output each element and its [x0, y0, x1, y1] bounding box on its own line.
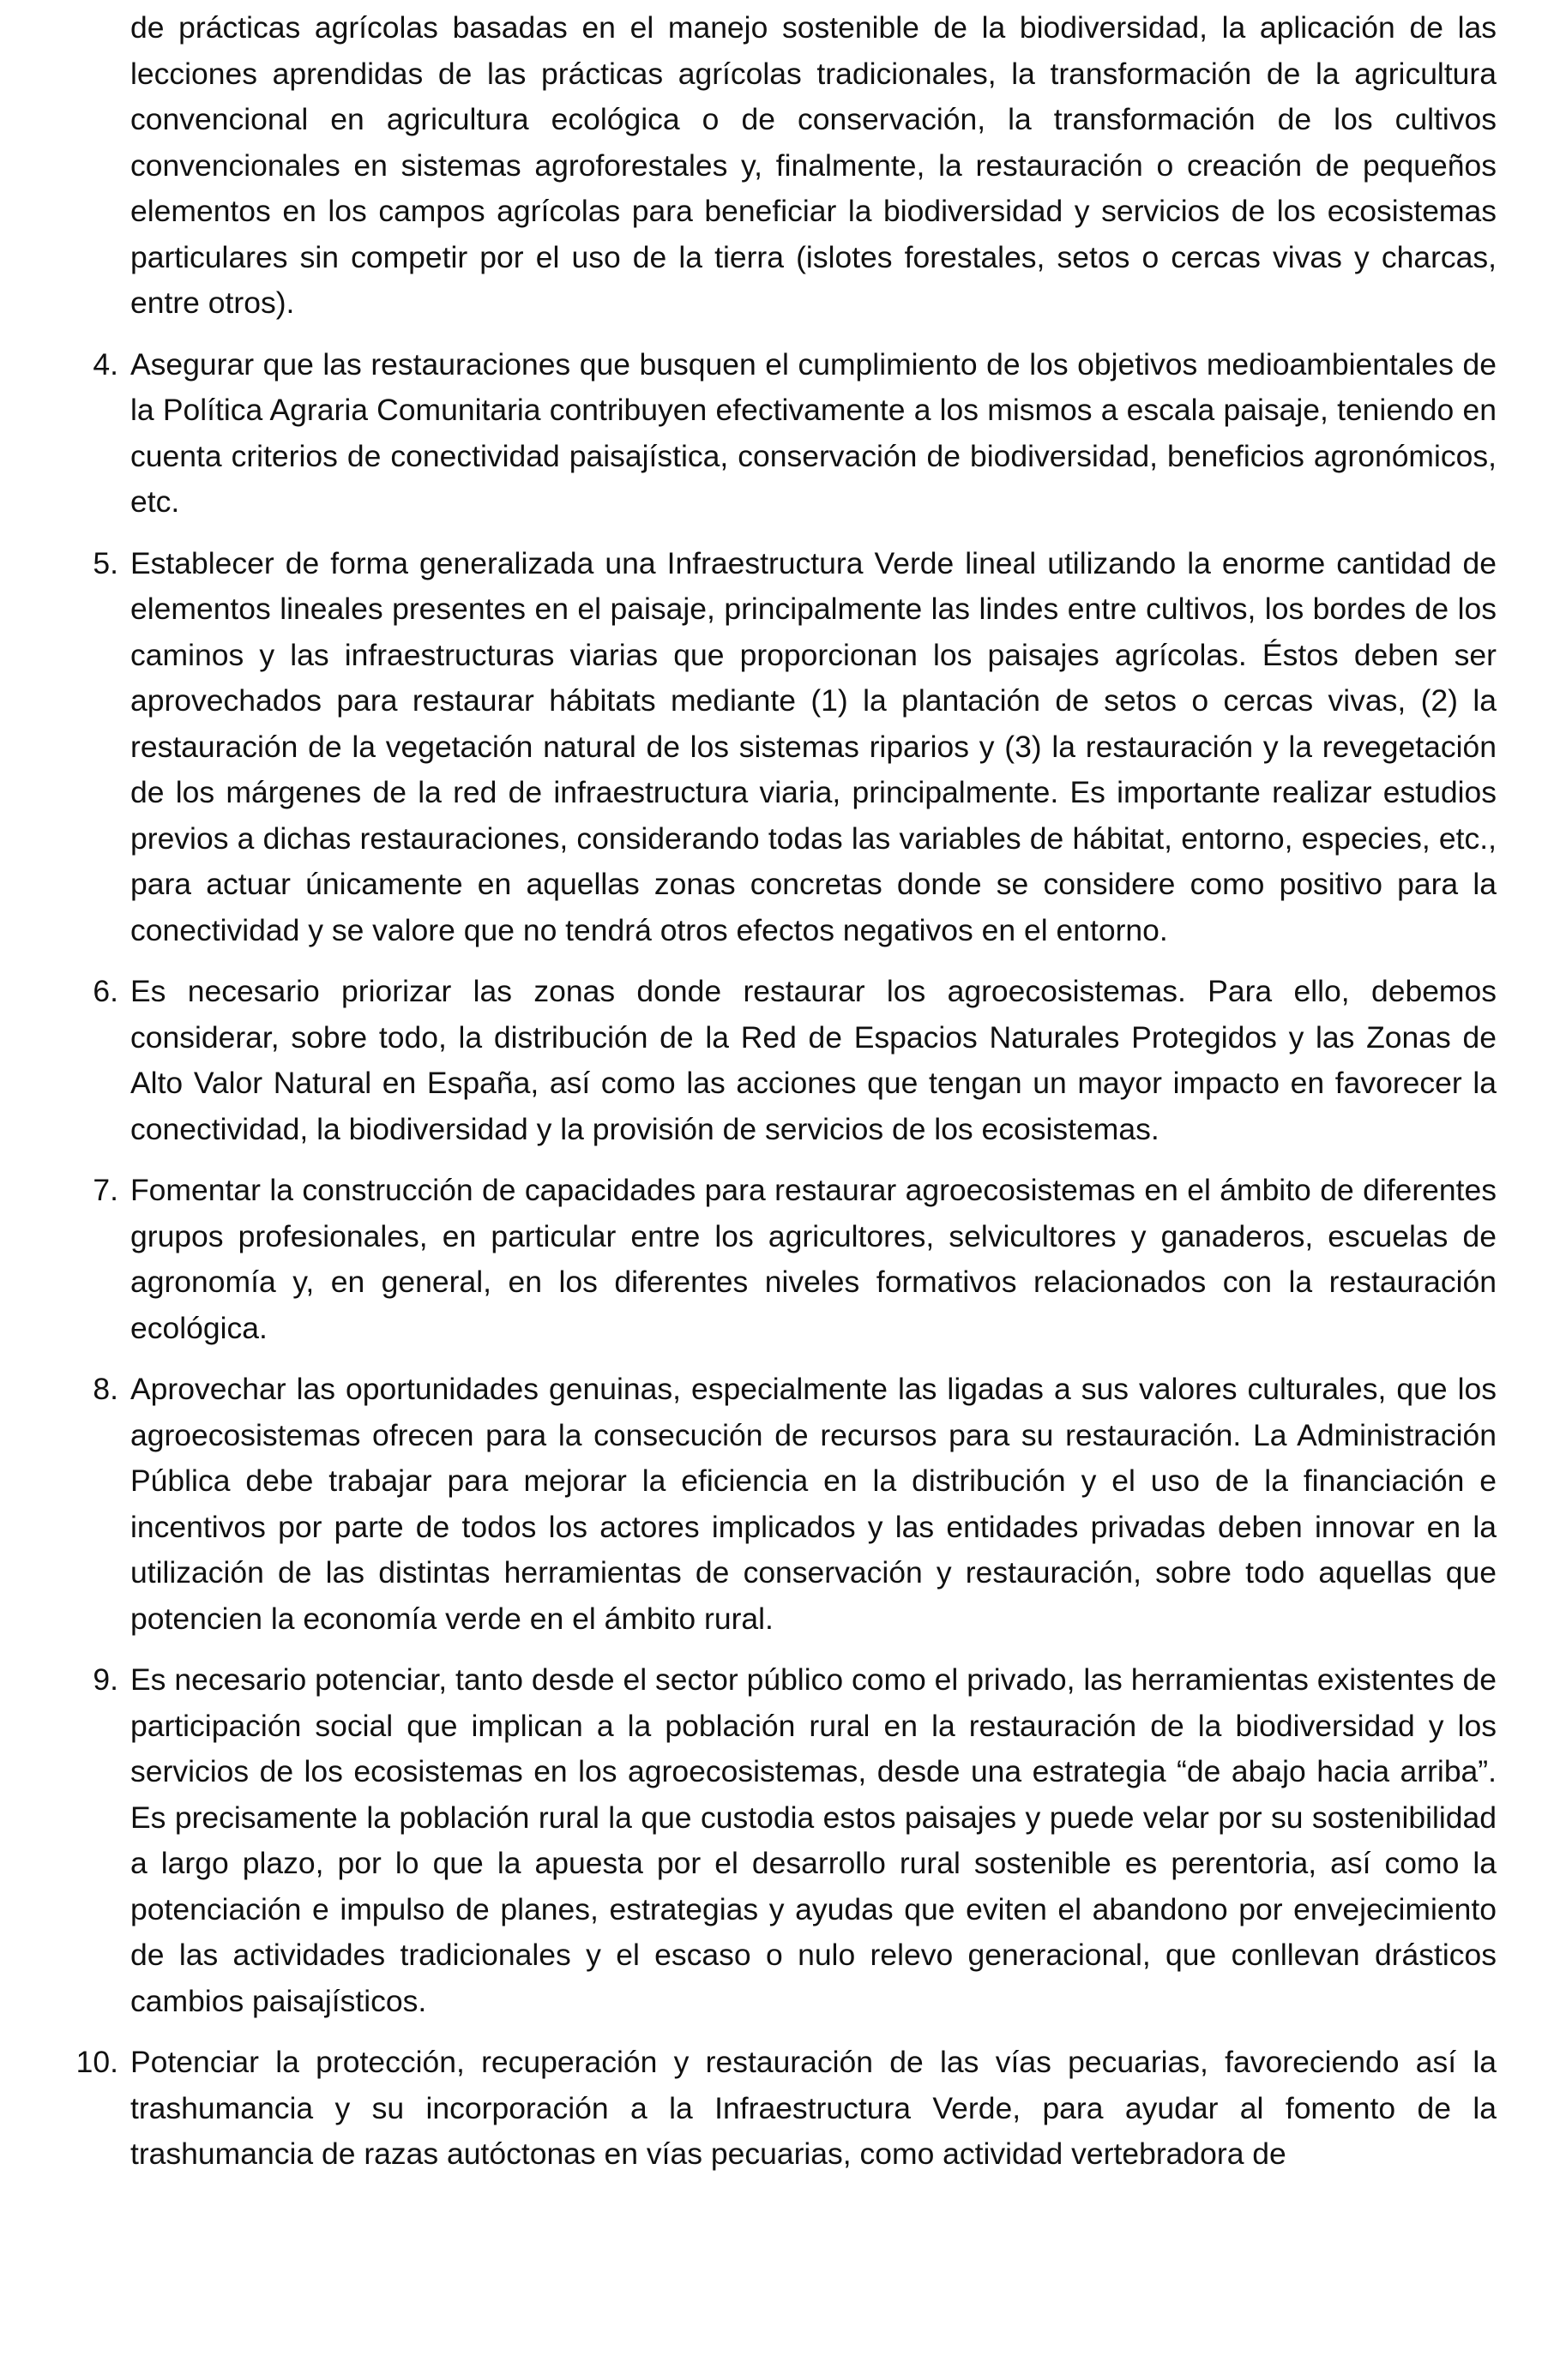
list-item-9: [93, 1657, 1497, 2024]
list-item-text: Es necesario priorizar las zonas donde restaurar los agroecosistemas. Para ello, debemos considerar, sobre todo, la distribución de la Red de Espacios Naturales Protegidos y las Zonas de Alto Valor Natural en España, así como las acciones que tengan un mayor impacto en favorecer la conectividad, la biodiversidad y la provisión de servicios de los ecosistemas.: [130, 974, 1497, 1146]
list-item-10: [75, 2040, 1497, 2178]
list-item-text: Asegurar que las restauraciones que busquen el cumplimiento de los objetivos medioambientales de la Política Agraria Comunitaria contribuyen efectivamente a los mismos a escala paisaje, teniendo en cuenta criterios de conectividad paisajística, conservación de biodiversidad, beneficios agronómicos, etc.: [130, 346, 1497, 519]
list-item-text: Fomentar la construcción de capacidades para restaurar agroecosistemas en el ámbito de diferentes grupos profesionales, en particular entre los agricultores, selvicultores y ganaderos, escuelas de agronomía y, en general, en los diferentes niveles formativos relacionados con la restauración ecológica.: [130, 1173, 1497, 1345]
list-item-5: [93, 541, 1497, 954]
list-item-text: Establecer de forma generalizada una Infraestructura Verde lineal utilizando la enorme cantidad de elementos lineales presentes en el paisaje, principalmente las lindes entre cultivos, los bordes de los caminos y las infraestructuras viarias que proporcionan los paisajes agrícolas. Éstos deben ser aprovechados para restaurar hábitats mediante (1) la plantación de setos o cercas vivas, (2) la restauración de la vegetación natural de los sistemas riparios y (3) la restauración y la revegetación de los márgenes de la red de infraestructura viaria, principalmente. Es importante realizar estudios previos a dichas restauraciones, considerando todas las variables de hábitat, entorno, especies, etc., para actuar únicamente en aquellas zonas concretas donde se considere como positivo para la conectividad y se valore que no tendrá otros efectos negativos en el entorno.: [130, 545, 1497, 947]
list-item-number: 5.: [93, 545, 118, 580]
list-item-8: [93, 1367, 1497, 1642]
list-item-number: 8.: [93, 1372, 118, 1406]
list-item-text: Es necesario potenciar, tanto desde el sector público como el privado, las herramientas existentes de participación social que implican a la población rural en la restauración de la biodiversidad y los servicios de los ecosistemas en los agroecosistemas, desde una estrategia “de abajo hacia arriba”. Es precisamente la población rural la que custodia estos paisajes y puede velar por su sostenibilidad a largo plazo, por lo que la apuesta por el desarrollo rural sostenible es perentoria, así como la potenciación e impulso de planes, estrategias y ayudas que eviten el abandono por envejecimiento de las actividades tradicionales y el escaso o nulo relevo generacional, que conllevan drásticos cambios paisajísticos.: [130, 1662, 1497, 2018]
list-item-number: 6.: [93, 974, 118, 1008]
list-item-6: [93, 969, 1497, 1152]
list-item-text: Aprovechar las oportunidades genuinas, especialmente las ligadas a sus valores culturales, que los agroecosistemas ofrecen para la consecución de recursos para su restauración. La Administración Pública debe trabajar para mejorar la eficiencia en la distribución y el uso de la financiación e incentivos por parte de todos los actores implicados y las entidades privadas deben innovar en la utilización de las distintas herramientas de conservación y restauración, sobre todo aquellas que potencien la economía verde en el ámbito rural.: [130, 1372, 1497, 1636]
list-item-number: 4.: [93, 346, 118, 382]
list-item-4: [93, 342, 1497, 526]
list-item-text: Potenciar la protección, recuperación y restauración de las vías pecuarias, favoreciendo así la trashumancia y su incorporación a la Infraestructura Verde, para ayudar al fomento de la trashumancia de razas autóctonas en vías pecuarias, como actividad vertebradora de: [130, 2045, 1497, 2171]
list-item-number: 7.: [93, 1173, 118, 1207]
list-item-7: [93, 1168, 1497, 1351]
list-item-number: 10.: [75, 2045, 118, 2079]
list-item-number: 9.: [93, 1662, 118, 1697]
continuation-paragraph: de prácticas agrícolas basadas en el manejo sostenible de la biodiversidad, la aplicación de las lecciones aprendidas de las prácticas agrícolas tradicionales, la transformación de la agricultura convencional en agricultura ecológica o de conservación, la transformación de los cultivos convencionales en sistemas agroforestales y, finalmente, la restauración o creación de pequeños elementos en los campos agrícolas para beneficiar la biodiversidad y servicios de los ecosistemas particulares sin competir por el uso de la tierra (islotes forestales, setos o cercas vivas y charcas, entre otros).: [130, 10, 1497, 320]
document-body: [75, 5, 1497, 2193]
